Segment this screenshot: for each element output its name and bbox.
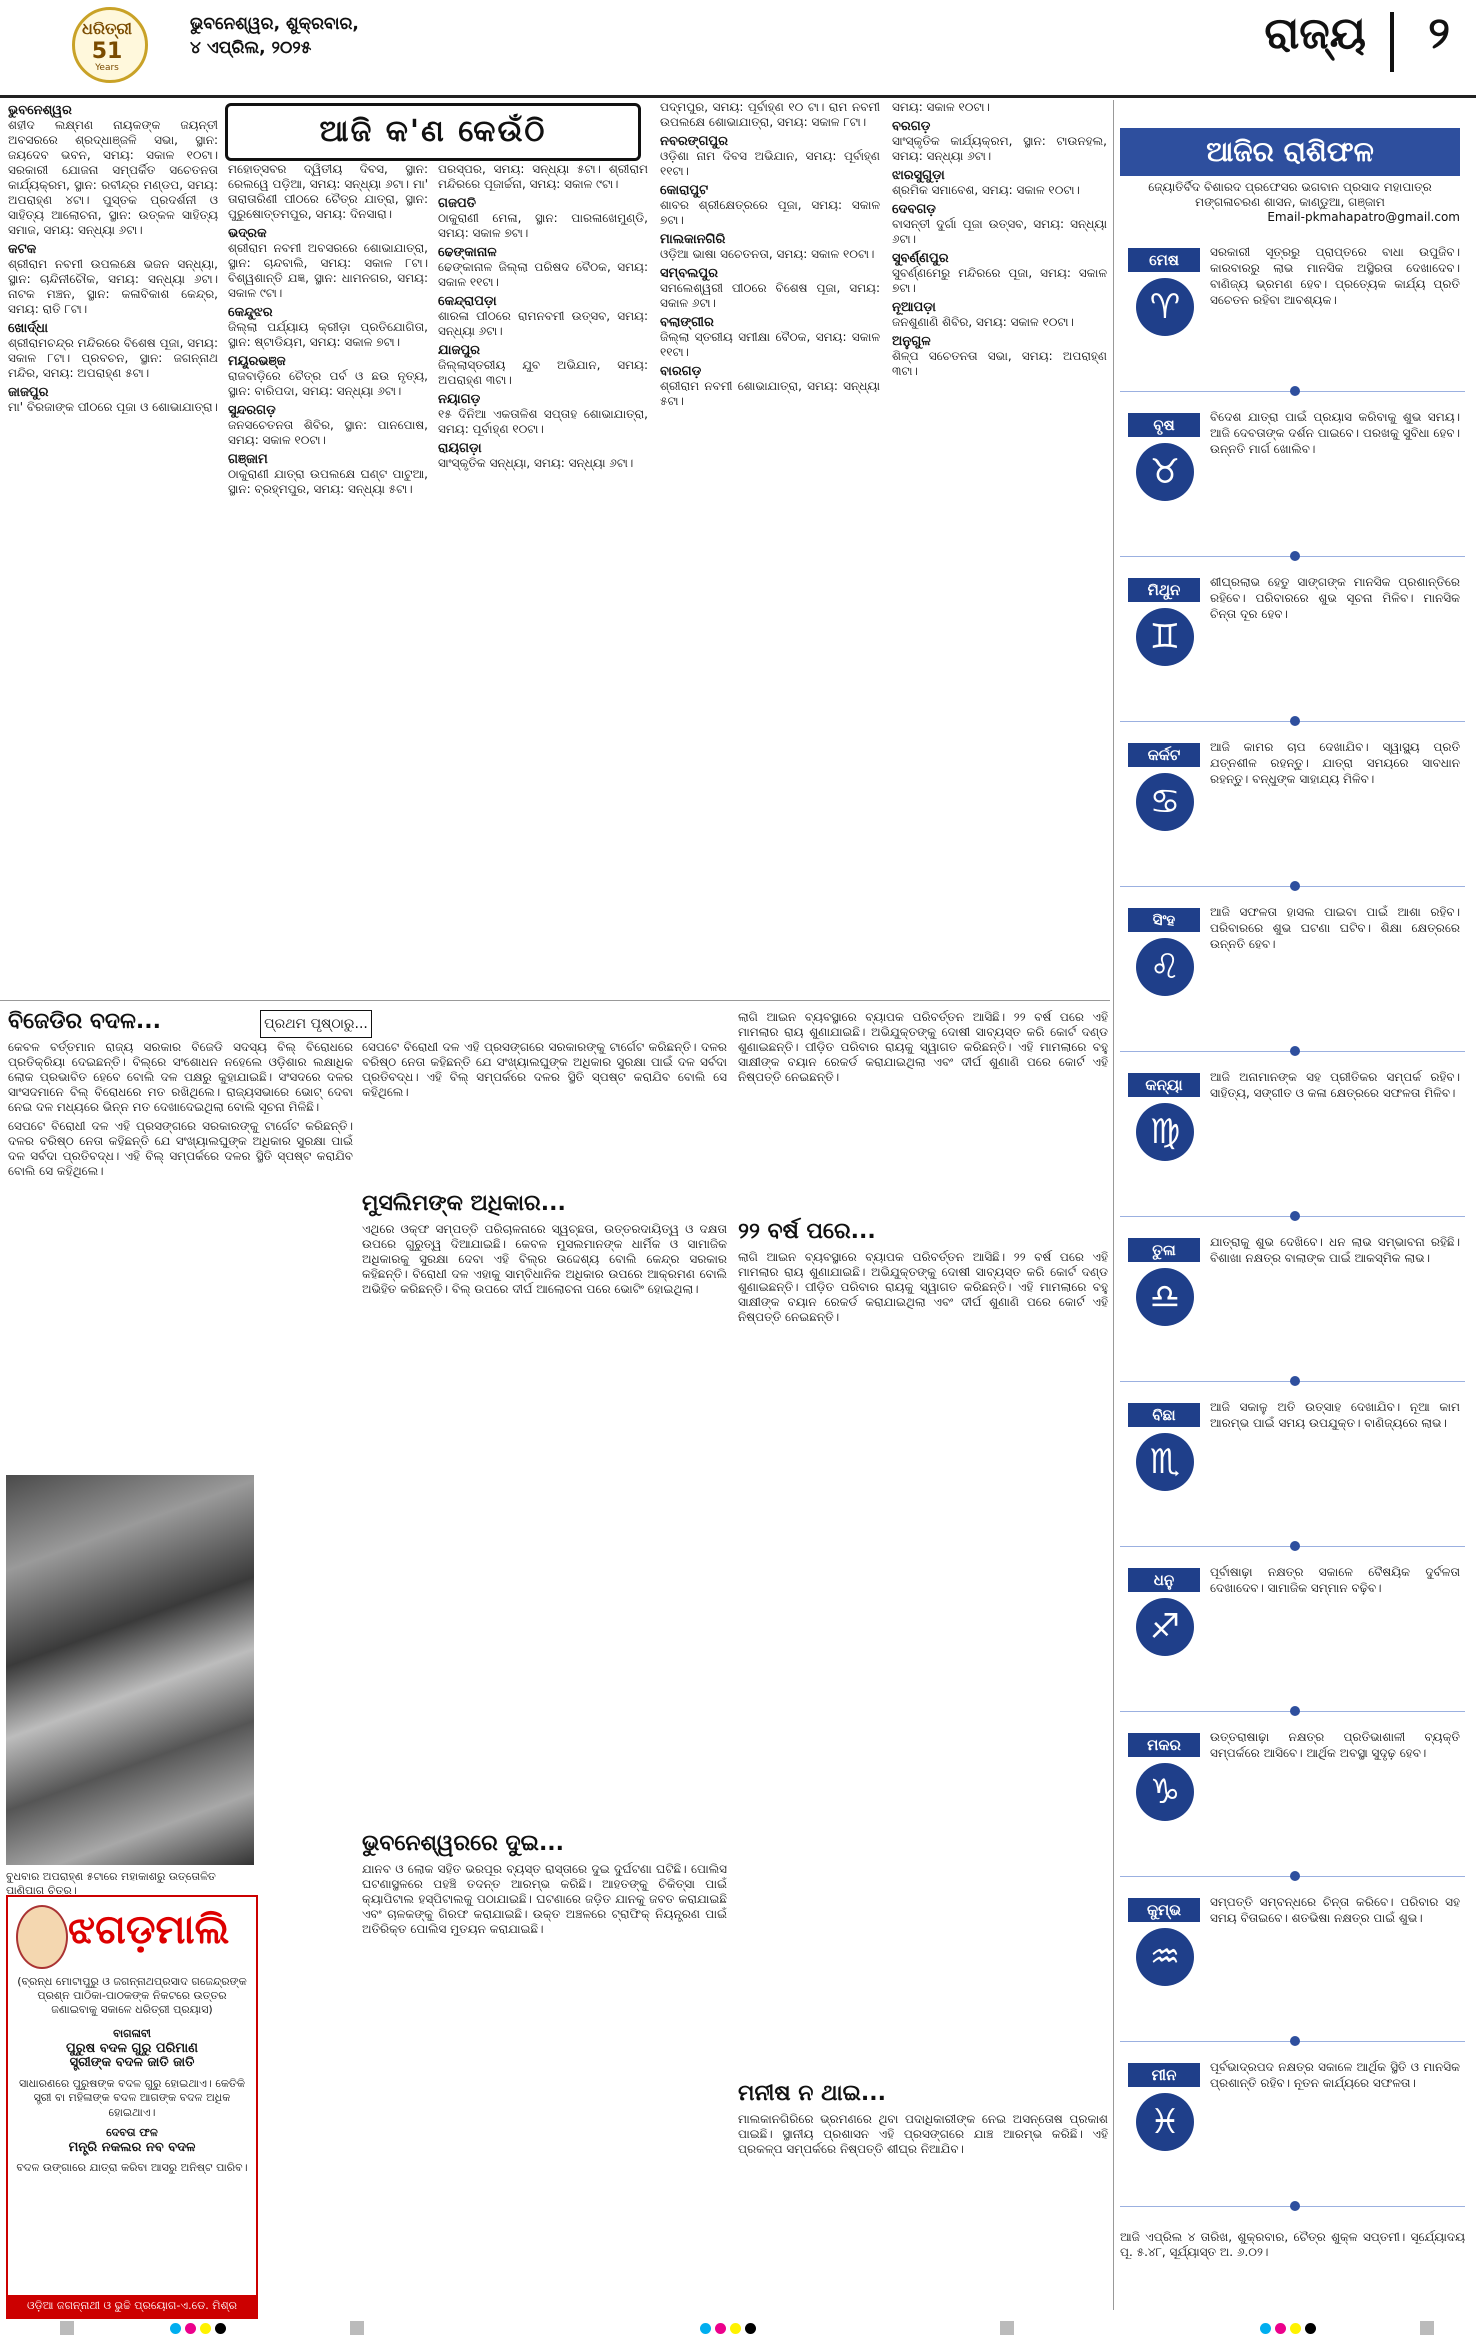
event-text: ରାଜବାଡ଼ିରେ ଚୈତ୍ର ପର୍ବ ଓ ଛଉ ନୃତ୍ୟ, ସ୍ଥାନ: ବାରିପଦା, ସମୟ: ସନ୍ଧ୍ୟା ୬ଟା।: [228, 369, 428, 398]
divider-dot-icon: [1290, 1871, 1300, 1881]
event-text: ଶ୍ରୀରାମ ନବମୀ ଉପଲକ୍ଷେ ଭଜନ ସନ୍ଧ୍ୟା, ସ୍ଥାନ: ଚାନ୍ଦିନୀଚୌକ, ସମୟ: ସନ୍ଧ୍ୟା ୬ଟା। ନାଟକ ମଞ୍ଚନ, ସ୍ଥାନ: କଳାବିକାଶ କେନ୍ଦ୍ର, ସମୟ: ରାତି ୮ଟା।: [8, 257, 218, 316]
registration-mark: [350, 2321, 364, 2335]
yellow-dot-icon: [730, 2323, 741, 2334]
divider: [1113, 100, 1114, 2310]
divider-dot-icon: [1290, 2036, 1300, 2046]
event-text: ଓଡ଼ିଶା ନାମ ଦିବସ ଅଭିଯାନ, ସମୟ: ପୂର୍ବାହ୍ଣ ୧୧ଟା।: [660, 149, 880, 178]
divider-dot-icon: [1290, 1376, 1300, 1386]
event-district: ରାୟଗଡ଼ା: [438, 441, 482, 456]
yellow-dot-icon: [200, 2323, 211, 2334]
sign-name: କର୍କଟ: [1128, 743, 1200, 767]
event-text: ଜିଲ୍ଲାସ୍ତରୀୟ ଯୁବ ଅଭିଯାନ, ସମୟ: ଅପରାହ୍ଣ ୩ଟା।: [438, 358, 648, 387]
event-district: ଭଦ୍ରକ: [228, 226, 267, 241]
horoscope-title: ଆଜିର ରାଶିଫଳ: [1120, 128, 1460, 176]
event-district: ଗଞ୍ଜାମ: [228, 452, 268, 467]
horoscope-sign-block: [1120, 900, 1465, 1062]
cyan-dot-icon: [170, 2323, 181, 2334]
sign-forecast: ଉତ୍ତରାଷାଢ଼ା ନକ୍ଷତ୍ର ପ୍ରତିଭାଶାଳୀ ବ୍ୟକ୍ତି ସମ୍ପର୍କରେ ଆସିବେ। ଆର୍ଥିକ ଅବସ୍ଥା ସୁଦୃଢ଼ ହେବ।: [1210, 1730, 1460, 1760]
events-column-2: [228, 162, 428, 985]
zodiac-sign-icon: ♓: [1136, 2093, 1194, 2151]
event-district: ନୂଆପଡ଼ା: [892, 300, 936, 315]
print-registration-marks: [0, 2318, 1476, 2339]
yellow-dot-icon: [1290, 2323, 1301, 2334]
zodiac-sign-icon: ♉: [1136, 443, 1194, 501]
horoscope-sign-block: [1120, 1890, 1465, 2052]
event-district: କେନ୍ଦୁଝର: [228, 305, 273, 320]
sign-forecast: ଶୀଘ୍ରଲାଭ ହେତୁ ସାଙ୍ଗଙ୍କ ମାନସିକ ପ୍ରଶାନ୍ତିରେ ରହିବେ। ପରିବାରରେ ଶୁଭ ସୂଚନା ମିଳିବ। ମାନସିକ ଚିନ୍ତା ଦୂର ହେବ।: [1210, 575, 1460, 621]
event-text: ଜନସଚେତନତା ଶିବିର, ସ୍ଥାନ: ପାନପୋଷ, ସମୟ: ସକାଳ ୧୦ଟା।: [228, 418, 428, 447]
event-district: ଗଜପତି: [438, 196, 476, 211]
event-district: ସୁନ୍ଦରଗଡ଼: [228, 403, 276, 418]
event-text: ଢେଙ୍କାନାଳ ଜିଲ୍ଲା ପରିଷଦ ବୈଠକ, ସମୟ: ସକାଳ ୧୧ଟା।: [438, 260, 648, 289]
event-text: ଠାକୁରାଣୀ ଯାତ୍ରା ଉପଲକ୍ଷେ ଘଣ୍ଟ ପାଟୁଆ, ସ୍ଥାନ: ବ୍ରହ୍ମପୁର, ସମୟ: ସନ୍ଧ୍ୟା ୫ଟା।: [228, 467, 428, 496]
event-district: ଅନୁଗୁଳ: [892, 334, 931, 349]
event-text: ଶହୀଦ ଲକ୍ଷ୍ମଣ ନାୟକଙ୍କ ଜୟନ୍ତୀ ଅବସରରେ ଶ୍ରଦ୍ଧାଞ୍ଜଳି ସଭା, ସ୍ଥାନ: ଜୟଦେବ ଭବନ, ସମୟ: ସକାଳ ୧୦ଟା। ସରକାରୀ ଯୋଜନା ସମ୍ପର୍କିତ ସଚେତନତା କାର୍ଯ୍ୟକ୍ରମ, ସ୍ଥାନ: ରବୀନ୍ଦ୍ର ମଣ୍ଡପ, ସମୟ: ଅପରାହ୍ଣ ୪ଟା। ପୁସ୍ତକ ପ୍ରଦର୍ଶନୀ ଓ ସାହିତ୍ୟ ଆଲୋଚନା, ସ୍ଥାନ: ଉତ୍କଳ ସାହିତ୍ୟ ସମାଜ, ସମୟ: ସନ୍ଧ୍ୟା ୬ଟା।: [8, 118, 218, 237]
astrologer-info: ଜ୍ୟୋତିର୍ବିଦ ବିଶାରଦ ପ୍ରଫେସର ଭଗବାନ ପ୍ରସାଦ ମହାପାତ୍ର ମଙ୍ଗଳାଚରଣ ଶାସନ, କାଣ୍ଡୁଆ, ଗଞ୍ଜାମ Email-pkmahapatro@gmail.com: [1148, 180, 1460, 224]
zodiac-sign-icon: ♊: [1136, 608, 1194, 666]
article-muslim-body: ଏଥିରେ ଓକ୍ଫ ସମ୍ପତ୍ତି ପରିଚାଳନାରେ ସ୍ୱଚ୍ଛତା, ଉତ୍ତରଦାୟିତ୍ୱ ଓ ଦକ୍ଷତା ଉପରେ ଗୁରୁତ୍ୱ ଦିଆଯାଇଛି। କେବଳ ମୁସଲମାନଙ୍କ ଧାର୍ମିକ ଓ ସାମାଜିକ ଅଧିକାରକୁ ସୁରକ୍ଷା ଦେବା ଏହି ବିଲ୍‌ର ଉଦ୍ଦେଶ୍ୟ ବୋଲି କେନ୍ଦ୍ର ସରକାର କହିଛନ୍ତି। ବିରୋଧୀ ଦଳ ଏହାକୁ ସାମ୍ବିଧାନିକ ଅଧିକାର ଉପରେ ଆକ୍ରମଣ ବୋଲି ଅଭିହିତ କରିଛନ୍ତି। ବିଲ୍‌ ଉପରେ ଦୀର୍ଘ ଆଲୋଚନା ପରେ ଭୋଟିଂ ହୋଇଥିଲା।: [362, 1222, 727, 1296]
event-text: ପରସ୍ପର, ସମୟ: ସନ୍ଧ୍ୟା ୫ଟା। ଶ୍ରୀରାମ ମନ୍ଦିରରେ ପୂଜାର୍ଚ୍ଚନା, ସମୟ: ସକାଳ ୯ଟା।: [438, 162, 648, 191]
sign-forecast: ଆଜି ସକାଳୁ ଅତି ଉତ୍ସାହ ଦେଖାଯିବ। ନୂଆ କାମ ଆରମ୍ଭ ପାଇଁ ସମୟ ଉପଯୁକ୍ତ। ବାଣିଜ୍ୟରେ ଲାଭ।: [1210, 1400, 1460, 1430]
divider-dot-icon: [1290, 1211, 1300, 1221]
black-dot-icon: [215, 2323, 226, 2334]
event-text: ବାସନ୍ତୀ ଦୁର୍ଗା ପୂଜା ଉତ୍ସବ, ସମୟ: ସନ୍ଧ୍ୟା ୬ଟା।: [892, 217, 1107, 246]
event-text: ଜିଲ୍ଲା ପର୍ଯ୍ୟାୟ କ୍ରୀଡ଼ା ପ୍ରତିଯୋଗିତା, ସ୍ଥାନ: ଷ୍ଟାଡିୟମ, ସମୟ: ସକାଳ ୭ଟା।: [228, 320, 428, 349]
event-text: ଶାବର ଶ୍ରୀକ୍ଷେତ୍ରରେ ପୂଜା, ସମୟ: ସକାଳ ୭ଟା।: [660, 198, 880, 227]
sign-forecast: ପୂର୍ବାଷାଢ଼ା ନକ୍ଷତ୍ର ସକାଳେ ବୈଷୟିକ ଦୁର୍ବଳତା ଦେଖାଦେବ। ସାମାଜିକ ସମ୍ମାନ ବଢ଼ିବ।: [1210, 1565, 1460, 1595]
events-column-5: [892, 100, 1107, 985]
article-bjd-cont: ସେପଟେ ବିରୋଧୀ ଦଳ ଏହି ପ୍ରସଙ୍ଗରେ ସରକାରଙ୍କୁ ଟାର୍ଗେଟ କରିଛନ୍ତି। ଦଳର ବରିଷ୍ଠ ନେତା କହିଛନ୍ତି ଯେ ସଂଖ୍ୟାଲଘୁଙ୍କ ଅଧିକାର ସୁରକ୍ଷା ପାଇଁ ଦଳ ସର୍ବଦା ପ୍ରତିବଦ୍ଧ। ଏହି ବିଲ୍‌ ସମ୍ପର୍କରେ ଦଳର ସ୍ଥିତି ସ୍ପଷ୍ଟ କରାଯିବ ବୋଲି ସେ କହିଥିଲେ।: [362, 1040, 727, 1099]
divider-dot-icon: [1290, 1541, 1300, 1551]
event-district: କେନ୍ଦ୍ରାପଡ଼ା: [438, 294, 497, 309]
cartoon-title: ଝଗଡ଼ମାଲି: [68, 1907, 230, 1953]
event-text: ସମୟ: ସକାଳ ୧୦ଟା।: [892, 100, 990, 114]
headline-bhubaneswar: ଭୁବନେଶ୍ୱରରେ ଦୁଇ...: [362, 1831, 565, 1856]
cyan-dot-icon: [700, 2323, 711, 2334]
sign-forecast: ଆଜି ସଫଳତା ହାସଲ ପାଇବା ପାଇଁ ଆଶା ରହିବ। ପରିବାରରେ ଶୁଭ ଘଟଣା ଘଟିବ। ଶିକ୍ଷା କ୍ଷେତ୍ରରେ ଉନ୍ନତି ହେବ।: [1210, 905, 1460, 951]
event-district: ବାରଗଡ଼: [660, 364, 702, 379]
event-text: ପଦ୍ମପୁର, ସମୟ: ପୂର୍ବାହ୍ଣ ୧୦ ଟା। ରାମ ନବମୀ ଉପଲକ୍ଷେ ଶୋଭାଯାତ୍ରା, ସମୟ: ସକାଳ ୮ଟା।: [660, 100, 880, 129]
magenta-dot-icon: [185, 2323, 196, 2334]
horoscope-sign-block: [1120, 1725, 1465, 1887]
events-column-1: [8, 100, 218, 985]
sign-name: ବୃଷ: [1128, 413, 1200, 437]
article-manish-body: ମାଲକାନଗିରିରେ ଭ୍ରମଣରେ ଥିବା ପଦାଧିକାରୀଙ୍କ ନେଇ ଅସନ୍ତୋଷ ପ୍ରକାଶ ପାଇଛି। ସ୍ଥାନୀୟ ପ୍ରଶାସନ ଏହି ପ୍ରସଙ୍ଗରେ ଯାଞ୍ଚ ଆରମ୍ଭ କରିଛି। ଏହି ପ୍ରକଳ୍ପ ସମ୍ପର୍କରେ ନିଷ୍ପତ୍ତି ଶୀଘ୍ର ନିଆଯିବ।: [738, 2112, 1108, 2156]
event-text: ସାଂସ୍କୃତିକ ସନ୍ଧ୍ୟା, ସମୟ: ସନ୍ଧ୍ୟା ୬ଟା।: [438, 456, 634, 470]
cartoon-body: ବାଗଳାବୀ ପୁରୁଷ ବଦଳ ଗୁରୁ ପରିମାଣ ସ୍ତ୍ରୀଙ୍କ ବଦଳ ଜାତି ଜାତି ସାଧାରଣରେ ପୁରୁଷଙ୍କ ବଦଳ ଗୁରୁ ହୋଇଥାଏ। କେତିକି ସ୍ତ୍ରୀ ବା ମହିଳାଙ୍କ ବଦଳ ଆଗଙ୍କ ବଦଳ ଅଧିକ ହୋଇଥାଏ। ଦେବତା ଫଳ ମନ୍ତ୍ରି ନକଲର ନବ ବଦଳ ବଦଳ ଉଙ୍ଗାରେ ଯାତ୍ରା କରିବା ଆସରୁ ଅନିଷ୍ଟ ପାରିବ।: [16, 2027, 248, 2174]
event-text: ସୁବର୍ଣ୍ଣମେରୁ ମନ୍ଦିରରେ ପୂଜା, ସମୟ: ସକାଳ ୭ଟା।: [892, 266, 1107, 295]
sign-forecast: ସମ୍ପତ୍ତି ସମ୍ବନ୍ଧରେ ଚିନ୍ତା କରିବେ। ପରିବାର ସହ ସମୟ ବିତାଇବେ। ଶତଭିଷା ନକ୍ଷତ୍ର ପାଇଁ ଶୁଭ।: [1210, 1895, 1460, 1925]
black-dot-icon: [1305, 2323, 1316, 2334]
event-district: ଖୋର୍ଦ୍ଧା: [8, 321, 48, 336]
divider-dot-icon: [1290, 386, 1300, 396]
divider: [0, 1000, 1110, 1001]
event-district: ବଲାଙ୍ଗୀର: [660, 315, 714, 330]
continued-tag: ପ୍ରଥମ ପୃଷ୍ଠାରୁ...: [260, 1010, 372, 1038]
article-bhubaneswar-body: ଯାନବ ଓ ଲୋକ ସହିତ ଭରପୂର ବ୍ୟସ୍ତ ରାସ୍ତାରେ ଦୁଇ ଦୁର୍ଘଟଣା ଘଟିଛି। ପୋଲିସ ଘଟଣାସ୍ଥଳରେ ପହଞ୍ଚି ତଦନ୍ତ ଆରମ୍ଭ କରିଛି। ଆହତଙ୍କୁ ଚିକିତ୍ସା ପାଇଁ କ୍ୟାପିଟାଲ ହସ୍ପିଟାଲକୁ ପଠାଯାଇଛି। ଘଟଣାରେ ଜଡ଼ିତ ଯାନକୁ ଜବତ କରାଯାଇଛି ଏବଂ ଚାଳକଙ୍କୁ ଗିରଫ କରାଯାଇଛି। ଉକ୍ତ ଅଞ୍ଚଳରେ ଟ୍ରାଫିକ୍‌ ନିୟନ୍ତ୍ରଣ ପାଇଁ ଅତିରିକ୍ତ ପୋଲିସ ମୁତୟନ କରାଯାଇଛି।: [362, 1862, 727, 1936]
zodiac-sign-icon: ♈: [1136, 278, 1194, 336]
horoscope-sign-block: [1120, 570, 1465, 732]
divider-dot-icon: [1290, 1046, 1300, 1056]
headline-bjd: ବିଜେଡିର ବଦଳ...: [8, 1009, 161, 1034]
cartoon-subtitle: (ବ୍ରନ୍ଧ ମୋଟାପୁରୁ ଓ ଜଗନ୍ନାଥପ୍ରସାଦ ଗଜେନ୍ଦ୍ରଙ୍କ ପ୍ରଶ୍ନ ପାଠିକା-ପାଠକଙ୍କ ନିକଟରେ ଉତ୍ତର ଜଣାଇବାକୁ ସକାଳେ ଧରିତ୍ରୀ ପ୍ରୟାସ): [17, 1975, 247, 2016]
event-text: ଜିଲ୍ଲା ସ୍ତରୀୟ ସମୀକ୍ଷା ବୈଠକ, ସମୟ: ସକାଳ ୧୧ଟା।: [660, 330, 880, 359]
section-divider: [1390, 12, 1394, 72]
event-district: ମାଲକାନଗିରି: [660, 232, 726, 247]
event-district: କୋରାପୁଟ: [660, 183, 709, 198]
zodiac-sign-icon: ♑: [1136, 1763, 1194, 1821]
horoscope-sign-block: [1120, 240, 1465, 402]
event-district: ଯାଜପୁର: [438, 343, 481, 358]
cartoon-face-icon: [16, 1905, 68, 1969]
horoscope-sign-block: [1120, 1560, 1465, 1722]
events-title: ଆଜି କ'ଣ କେଉଁଠି: [225, 103, 641, 161]
sign-name: ସିଂହ: [1128, 908, 1200, 932]
divider-dot-icon: [1290, 2201, 1300, 2211]
cyan-dot-icon: [1260, 2323, 1271, 2334]
event-text: ମା' ବିରଜାଙ୍କ ପୀଠରେ ପୂଜା ଓ ଶୋଭାଯାତ୍ରା।: [8, 400, 218, 414]
magenta-dot-icon: [715, 2323, 726, 2334]
event-district: ଝାରସୁଗୁଡ଼ା: [892, 168, 945, 183]
event-text: ଶ୍ରମିକ ସମାବେଶ, ସମୟ: ସକାଳ ୧୦ଟା।: [892, 183, 1080, 197]
page-number: ୨: [1428, 8, 1450, 59]
headline-muslim: ମୁସଲିମଙ୍କ ଅଧିକାର...: [362, 1191, 566, 1216]
registration-mark: [60, 2321, 74, 2335]
horoscope-sign-block: [1120, 405, 1465, 567]
event-text: ଶ୍ରୀରାମ ନବମୀ ଅବସରରେ ଶୋଭାଯାତ୍ରା, ସ୍ଥାନ: ଚାନ୍ଦବାଲି, ସମୟ: ସକାଳ ୮ଟା। ବିଶ୍ୱଶାନ୍ତି ଯଜ୍ଞ, ସ୍ଥାନ: ଧାମନଗର, ସମୟ: ସକାଳ ୯ଟା।: [228, 241, 428, 300]
sign-name: ମୀନ: [1128, 2063, 1200, 2087]
registration-mark: [1420, 2321, 1434, 2335]
event-district: ଭୁବନେଶ୍ୱର: [8, 103, 72, 118]
cartoon-footer: ଓଡ଼ିଆ ଜଗନ୍ନାଥୀ ଓ ଭୁଚ୍ଚି ପ୍ରୟୋଗ-ଏ.ଡେ. ମିଶ୍ର ପରିଷ୍କାର ପ୍ରାଇ:: [8, 2295, 256, 2317]
sign-name: ତୁଳା: [1128, 1238, 1200, 1262]
event-text: ମହୋତ୍ସବର ଦ୍ୱିତୀୟ ଦିବସ, ସ୍ଥାନ: ରେଲୱେ ପଡ଼ିଆ, ସମୟ: ସନ୍ଧ୍ୟା ୬ଟା। ମା' ତାରାତାରିଣୀ ପୀଠରେ ଚୈତ୍ର ଯାତ୍ରା, ସ୍ଥାନ: ପୁରୁଷୋତ୍ତମପୁର, ସମୟ: ଦିନସାରା।: [228, 162, 428, 221]
event-text: ସାଂସ୍କୃତିକ କାର୍ଯ୍ୟକ୍ରମ, ସ୍ଥାନ: ଟାଉନହଲ, ସମୟ: ସନ୍ଧ୍ୟା ୬ଟା।: [892, 134, 1107, 163]
divider-dot-icon: [1290, 551, 1300, 561]
event-district: ନୟାଗଡ଼: [438, 392, 481, 407]
zodiac-sign-icon: ♋: [1136, 773, 1194, 831]
divider-dot-icon: [1290, 1706, 1300, 1716]
event-district: ଦେବଗଡ଼: [892, 202, 936, 217]
sign-name: ମକର: [1128, 1733, 1200, 1757]
sign-forecast: ପୂର୍ବଭାଦ୍ରପଦ ନକ୍ଷତ୍ର ସକାଳେ ଆର୍ଥିକ ସ୍ଥିତି ଓ ମାନସିକ ପ୍ରଶାନ୍ତି ରହିବ। ନୂତନ କାର୍ଯ୍ୟରେ ସଫଳତା।: [1210, 2060, 1460, 2090]
sign-name: କନ୍ୟା: [1128, 1073, 1200, 1097]
sign-forecast: ଯାତ୍ରାକୁ ଶୁଭ ଦେଖିବେ। ଧନ ଲାଭ ସମ୍ଭାବନା ରହିଛି। ବିଶାଖା ନକ୍ଷତ୍ର ବାଲାଙ୍କ ପାଇଁ ଆକସ୍ମିକ ଲାଭ।: [1210, 1235, 1460, 1265]
event-text: ଶ୍ରୀରାମ ନବମୀ ଶୋଭାଯାତ୍ରା, ସମୟ: ସନ୍ଧ୍ୟା ୫ଟା।: [660, 379, 880, 408]
divider-dot-icon: [1290, 716, 1300, 726]
article-year22-body: ଲାଗି ଆଇନ ବ୍ୟବସ୍ଥାରେ ବ୍ୟାପକ ପରିବର୍ତ୍ତନ ଆସିଛି। ୨୨ ବର୍ଷ ପରେ ଏହି ମାମଲାର ରାୟ ଶୁଣାଯାଇଛି। ଅଭିଯୁକ୍ତଙ୍କୁ ଦୋଷୀ ସାବ୍ୟସ୍ତ କରି କୋର୍ଟ ଦଣ୍ଡ ଶୁଣାଇଛନ୍ତି। ପୀଡ଼ିତ ପରିବାର ରାୟକୁ ସ୍ୱାଗତ କରିଛନ୍ତି। ଏହି ମାମଲାରେ ବହୁ ସାକ୍ଷୀଙ୍କ ବୟାନ ରେକର୍ଡ କରାଯାଇଥିଲା ଏବଂ ଦୀର୍ଘ ଶୁଣାଣି ପରେ କୋର୍ଟ ଏହି ନିଷ୍ପତ୍ତି ନେଇଛନ୍ତି।: [738, 1250, 1108, 1324]
zodiac-sign-icon: ♐: [1136, 1598, 1194, 1656]
article-bjd-body: କେବଳ ବର୍ତ୍ତମାନ ରାଜ୍ୟ ସରକାର ବିଜେଡି ସଦସ୍ୟ ବିଲ୍‌ ବିରୋଧରେ ପ୍ରତିକ୍ରିୟା ଦେଇଛନ୍ତି। ବିଲ୍‌ରେ ସଂଶୋଧନ ନହେଲେ ଓଡ଼ିଶାର ଲକ୍ଷାଧିକ ଲୋକ ପ୍ରଭାବିତ ହେବେ ବୋଲି ଦଳ ପକ୍ଷରୁ କୁହାଯାଇଛି। ସଂସଦରେ ଦଳର ସାଂସଦମାନେ ବିଲ୍‌ ବିରୋଧରେ ମତ ରଖିଥିଲେ। ରାଜ୍ୟସଭାରେ ଭୋଟ୍‌ ଦେବା ନେଇ ଦଳ ମଧ୍ୟରେ ଭିନ୍ନ ମତ ଦେଖାଦେଇଥିଲା ବୋଲି ସୂଚନା ମିଳିଛି। ସେପଟେ ବିରୋଧୀ ଦଳ ଏହି ପ୍ରସଙ୍ଗରେ ସରକାରଙ୍କୁ ଟାର୍ଗେଟ କରିଛନ୍ତି। ଦଳର ବରିଷ୍ଠ ନେତା କହିଛନ୍ତି ଯେ ସଂଖ୍ୟାଲଘୁଙ୍କ ଅଧିକାର ସୁରକ୍ଷା ପାଇଁ ଦଳ ସର୍ବଦା ପ୍ରତିବଦ୍ଧ। ଏହି ବିଲ୍‌ ସମ୍ପର୍କରେ ଦଳର ସ୍ଥିତି ସ୍ପଷ୍ଟ କରାଯିବ ବୋଲି ସେ କହିଥିଲେ।: [8, 1040, 353, 1178]
event-district: ମୟୂରଭଞ୍ଜ: [228, 354, 286, 369]
sign-forecast: ବିଦେଶ ଯାତ୍ରା ପାଇଁ ପ୍ରୟାସ କରିବାକୁ ଶୁଭ ସମୟ। ଆଜି ଦେବତାଙ୍କ ଦର୍ଶନ ପାଇବେ। ପରଖକୁ ସୁବିଧା ହେବ। ଉନ୍ନତି ମାର୍ଗ ଖୋଲିବ।: [1210, 410, 1460, 456]
zodiac-sign-icon: ♒: [1136, 1928, 1194, 1986]
event-district: ସମ୍ବଲପୁର: [660, 266, 718, 281]
event-district: ଢେଙ୍କାନାଳ: [438, 245, 497, 260]
newspaper-logo: ଧରିତ୍ରୀ 51 Years: [40, 5, 170, 80]
cartoon-box: [6, 1895, 258, 2334]
dateline: ଭୁବନେଶ୍ୱର, ଶୁକ୍ରବାର, ୪ ଏପ୍ରିଲ, ୨୦୨୫: [190, 14, 359, 58]
event-text: ଓଡ଼ିଆ ଭାଷା ସଚେତନତା, ସମୟ: ସକାଳ ୧୦ଟା।: [660, 247, 875, 261]
registration-mark: [1000, 2321, 1014, 2335]
event-text: ଜନଶୁଣାଣି ଶିବିର, ସମୟ: ସକାଳ ୧୦ଟା।: [892, 315, 1074, 329]
section-title: ରାଜ୍ୟ: [1264, 8, 1366, 59]
event-district: କଟକ: [8, 242, 37, 257]
sign-name: ବିଛା: [1128, 1403, 1200, 1427]
event-district: ବରଗଡ଼: [892, 119, 931, 134]
sign-name: ମିଥୁନ: [1128, 578, 1200, 602]
sign-name: ଧନୁ: [1128, 1568, 1200, 1592]
events-column-4: [660, 100, 880, 985]
event-district: ନବରଙ୍ଗପୁର: [660, 134, 729, 149]
zodiac-sign-icon: ♌: [1136, 938, 1194, 996]
panjika-note: ଆଜି ଏପ୍ରିଲ ୪ ତାରିଖ, ଶୁକ୍ରବାର, ଚୈତ୍ର ଶୁକ୍ଳ ସପ୍ତମୀ। ସୂର୍ଯ୍ୟୋଦୟ ପୂ. ୫.୪୮, ସୂର୍ଯ୍ୟାସ୍ତ ଅ. ୬.୦୨।: [1120, 2230, 1465, 2259]
sign-forecast: ସରକାରୀ ସୂତ୍ରରୁ ପ୍ରାପ୍ତରେ ବାଧା ଉପୁଜିବ। କାରବାରରୁ ଲାଭ ମାନସିକ ଅସ୍ଥିରତା ଦେଖାଦେବ। ବାଣିଜ୍ୟ ଭ୍ରମଣ ହେବ। ପ୍ରତ୍ୟେକ କାର୍ଯ୍ୟ ପ୍ରତି ସଚେତନ ରହିବା ଆବଶ୍ୟକ।: [1210, 245, 1460, 307]
article-year22-lead: ଲାଗି ଆଇନ ବ୍ୟବସ୍ଥାରେ ବ୍ୟାପକ ପରିବର୍ତ୍ତନ ଆସିଛି। ୨୨ ବର୍ଷ ପରେ ଏହି ମାମଲାର ରାୟ ଶୁଣାଯାଇଛି। ଅଭିଯୁକ୍ତଙ୍କୁ ଦୋଷୀ ସାବ୍ୟସ୍ତ କରି କୋର୍ଟ ଦଣ୍ଡ ଶୁଣାଇଛନ୍ତି। ପୀଡ଼ିତ ପରିବାର ରାୟକୁ ସ୍ୱାଗତ କରିଛନ୍ତି। ଏହି ମାମଲାରେ ବହୁ ସାକ୍ଷୀଙ୍କ ବୟାନ ରେକର୍ଡ କରାଯାଇଥିଲା ଏବଂ ଦୀର୍ଘ ଶୁଣାଣି ପରେ କୋର୍ଟ ଏହି ନିଷ୍ପତ୍ତି ନେଇଛନ୍ତି।: [738, 1010, 1108, 1084]
horoscope-sign-block: [1120, 1065, 1465, 1227]
event-district: ଜାଜପୁର: [8, 385, 49, 400]
event-text: ଶାରଳା ପୀଠରେ ରାମନବମୀ ଉତ୍ସବ, ସମୟ: ସନ୍ଧ୍ୟା ୬ଟା।: [438, 309, 648, 338]
headline-manish: ମନୀଷ ନ ଥାଇ...: [738, 2081, 886, 2106]
event-text: ୧୫ ଦିନିଆ ଏକତାଳିଶ ସପ୍ତାହ ଶୋଭାଯାତ୍ରା, ସମୟ: ପୂର୍ବାହ୍ଣ ୧୦ଟା।: [438, 407, 648, 436]
event-text: ଶିଳ୍ପ ସଚେତନତା ସଭା, ସମୟ: ଅପରାହ୍ଣ ୩ଟା।: [892, 349, 1107, 378]
horoscope-sign-block: [1120, 735, 1465, 897]
zodiac-sign-icon: ♍: [1136, 1103, 1194, 1161]
sign-forecast: ଆଜି ଅନାମାନଙ୍କ ସହ ପ୍ରୀତିକର ସମ୍ପର୍କ ରହିବ। ସାହିତ୍ୟ, ସଙ୍ଗୀତ ଓ କଳା କ୍ଷେତ୍ରରେ ସଫଳତା ମିଳିବ।: [1210, 1070, 1460, 1100]
black-dot-icon: [745, 2323, 756, 2334]
weather-satellite-image: [6, 1475, 254, 1865]
masthead: [0, 0, 1476, 98]
event-text: ସମଲେଶ୍ୱରୀ ପୀଠରେ ବିଶେଷ ପୂଜା, ସମୟ: ସକାଳ ୬ଟା।: [660, 281, 880, 310]
horoscope-sign-block: [1120, 2055, 1465, 2217]
sign-name: ମେଷ: [1128, 248, 1200, 272]
sign-forecast: ଆଜି କାମର ଚାପ ଦେଖାଯିବ। ସ୍ୱାସ୍ଥ୍ୟ ପ୍ରତି ଯତ୍ନଶୀଳ ରହନ୍ତୁ। ଯାତ୍ରା ସମୟରେ ସାବଧାନ ରହନ୍ତୁ। ବନ୍ଧୁଙ୍କ ସାହାଯ୍ୟ ମିଳିବ।: [1210, 740, 1460, 786]
event-text: ଶ୍ରୀରାମଚନ୍ଦ୍ର ମନ୍ଦିରରେ ବିଶେଷ ପୂଜା, ସମୟ: ସକାଳ ୮ଟା। ପ୍ରବଚନ, ସ୍ଥାନ: ଜଗନ୍ନାଥ ମନ୍ଦିର, ସମୟ: ଅପରାହ୍ଣ ୫ଟା।: [8, 336, 218, 380]
zodiac-sign-icon: ♎: [1136, 1268, 1194, 1326]
headline-22-years: ୨୨ ବର୍ଷ ପରେ...: [738, 1219, 876, 1244]
event-text: ଠାକୁରାଣୀ ମେଳା, ସ୍ଥାନ: ପାରଳାଖେମୁଣ୍ଡି, ସମୟ: ସକାଳ ୭ଟା।: [438, 211, 648, 240]
magenta-dot-icon: [1275, 2323, 1286, 2334]
horoscope-sign-block: [1120, 1395, 1465, 1557]
events-column-3: [438, 162, 648, 985]
satellite-caption: ବୁଧବାର ଅପରାହ୍ଣ ୫ଟାରେ ମହାକାଶରୁ ଉତ୍ତୋଳିତ ପାଣିପାଗ ଚିତ୍ର।: [6, 1870, 216, 1897]
sign-name: କୁମ୍ଭ: [1128, 1898, 1200, 1922]
horoscope-sign-block: [1120, 1230, 1465, 1392]
zodiac-sign-icon: ♏: [1136, 1433, 1194, 1491]
event-district: ସୁବର୍ଣ୍ଣପୁର: [892, 251, 949, 266]
divider-dot-icon: [1290, 881, 1300, 891]
